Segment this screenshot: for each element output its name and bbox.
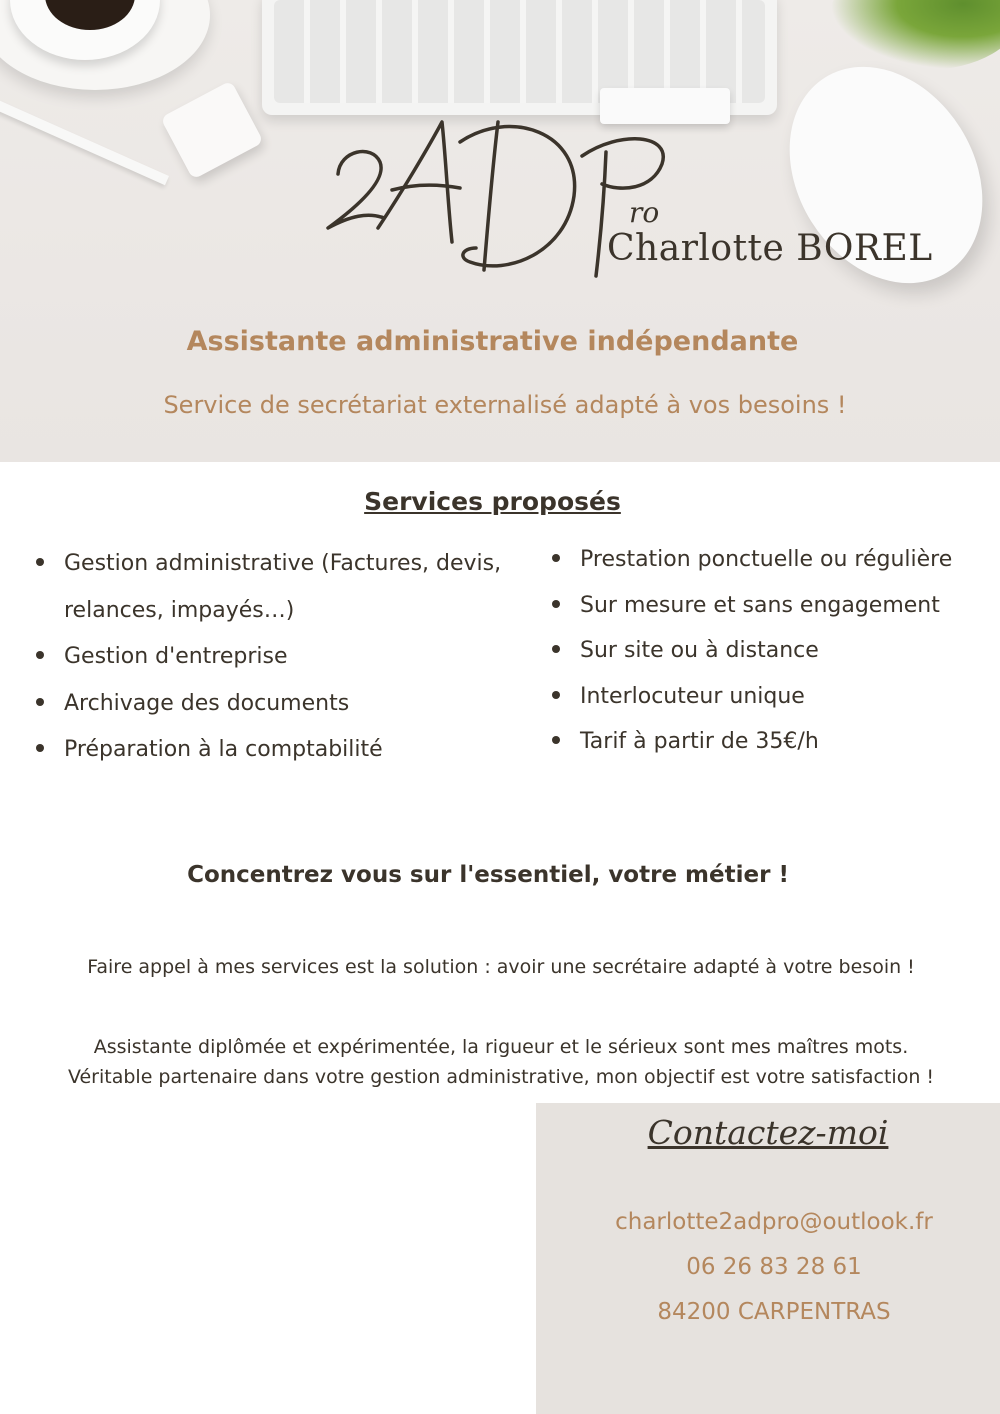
email-link[interactable]: charlotte2adpro@outlook.fr (615, 1209, 933, 1235)
list-item: Archivage des documents (36, 681, 506, 728)
list-item: Tarif à partir de 35€/h (552, 719, 992, 765)
job-title: Assistante administrative indépendante (186, 326, 799, 357)
list-item: Interlocuteur unique (552, 674, 992, 720)
contact-title: Contactez-moi (647, 1113, 889, 1152)
list-item: Sur site ou à distance (552, 628, 992, 674)
list-item: Gestion administrative (Factures, devis, relances, impayés…) (36, 541, 506, 634)
plant-image (830, 0, 1000, 70)
list-item: Préparation à la comptabilité (36, 727, 506, 774)
address-text: 84200 CARPENTRAS (657, 1299, 891, 1325)
services-list-left (36, 541, 506, 774)
qualification-paragraph (0, 1032, 1000, 1092)
intro-paragraph: Faire appel à mes services est la solution : avoir une secrétaire adapté à votre besoin ! (87, 956, 915, 978)
tagline: Service de secrétariat externalisé adapté à vos besoins ! (163, 391, 847, 419)
eraser-image (160, 80, 263, 179)
qualification-line: Assistante diplômée et expérimentée, la rigueur et le sérieux sont mes maîtres mots. (93, 1036, 909, 1058)
qualification-line: Véritable partenaire dans votre gestion administrative, mon objectif est votre satisfaction ! (67, 1066, 935, 1088)
list-item: Gestion d'entreprise (36, 634, 506, 681)
pencil-image (0, 101, 169, 185)
list-item: Prestation ponctuelle ou régulière (552, 537, 992, 583)
hero-banner (0, 0, 1000, 462)
phone-link[interactable]: 06 26 83 28 61 (686, 1254, 862, 1280)
services-title: Services proposés (364, 487, 621, 516)
svg-text:ro: ro (629, 196, 660, 229)
services-list-right (552, 537, 992, 765)
slogan: Concentrez vous sur l'essentiel, votre métier ! (187, 862, 789, 888)
owner-name: Charlotte BOREL (607, 228, 933, 269)
contact-panel (536, 1103, 1000, 1414)
list-item: Sur mesure et sans engagement (552, 583, 992, 629)
